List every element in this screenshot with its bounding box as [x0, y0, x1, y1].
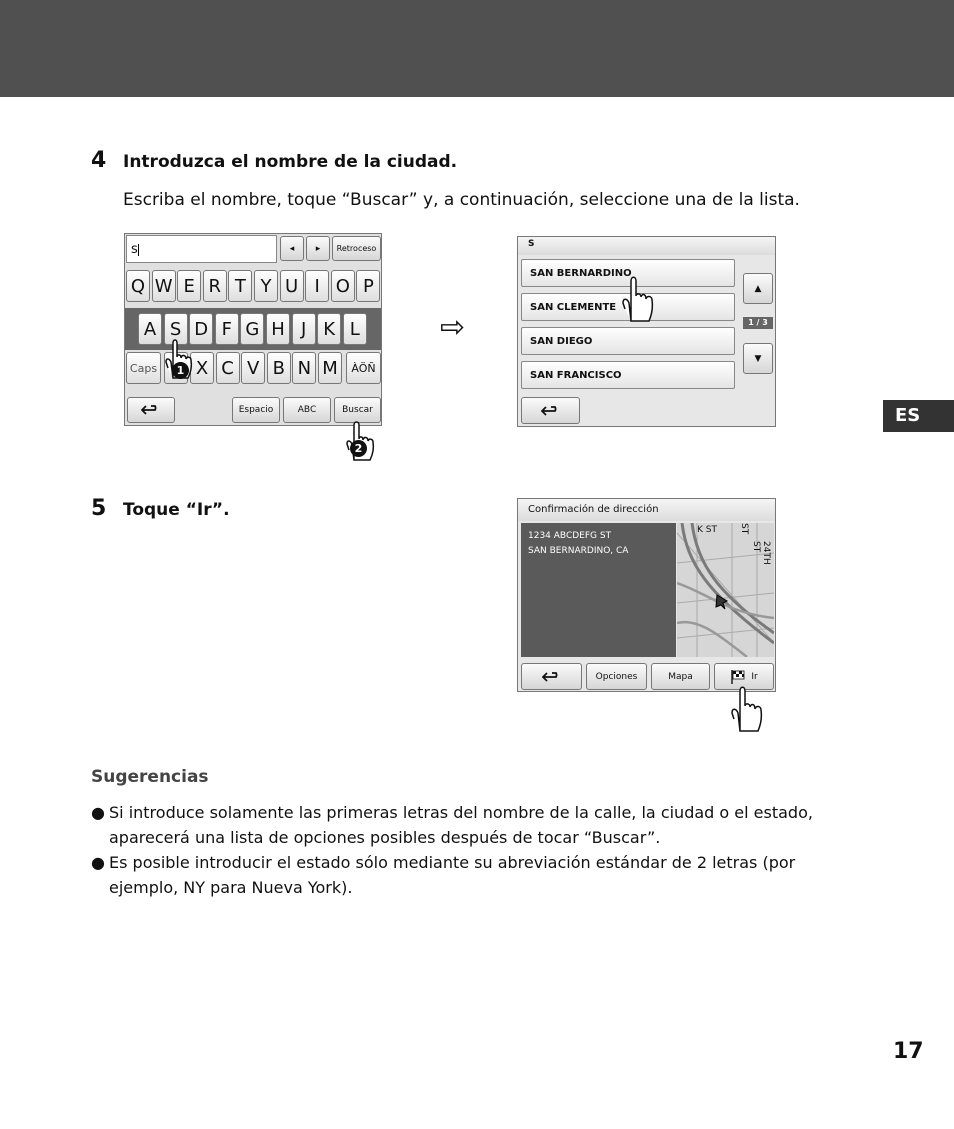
keyboard-key[interactable]: R [203, 270, 227, 302]
keyboard-key[interactable]: B [267, 352, 291, 384]
keyboard-key[interactable]: W [152, 270, 176, 302]
tip-item [91, 800, 861, 850]
right-arrow-icon: ▸ [315, 243, 321, 254]
space-button[interactable] [232, 397, 280, 423]
left-arrow-icon: ◂ [289, 243, 295, 254]
map-preview[interactable] [677, 523, 774, 657]
keyboard-key[interactable]: C [216, 352, 240, 384]
abc-label: ABC [297, 405, 317, 415]
tips-title: Sugerencias [91, 767, 209, 787]
keyboard-key[interactable]: O [331, 270, 355, 302]
map-pin-icon [713, 593, 733, 611]
return-arrow-icon [542, 671, 562, 683]
keyboard-key[interactable]: J [292, 313, 316, 345]
list-item[interactable]: SAN DIEGO [521, 327, 735, 355]
tip-line: Es posible introducir el estado sólo mediante su abreviación estándar de 2 letras (por [109, 853, 796, 872]
keyboard-key[interactable]: P [356, 270, 380, 302]
back-button[interactable] [521, 397, 580, 424]
step-4-title: Introduzca el nombre de la ciudad. [123, 152, 458, 172]
hand-pointer-icon [621, 275, 655, 323]
options-button[interactable] [586, 663, 647, 690]
up-arrow-icon: ▲ [754, 283, 762, 294]
city-input-value: s [131, 242, 138, 257]
keyboard-key[interactable]: Y [254, 270, 278, 302]
step-4-number: 4 [91, 148, 107, 173]
return-arrow-icon [541, 405, 561, 417]
keyboard-key[interactable]: I [305, 270, 329, 302]
hand-pointer-icon [730, 685, 764, 733]
tip-item [91, 850, 861, 900]
bullet-icon: ● [91, 803, 105, 822]
keyboard-key[interactable]: S [164, 313, 188, 345]
keyboard-key[interactable]: T [228, 270, 252, 302]
options-label: Opciones [595, 671, 638, 682]
map-label: Mapa [668, 671, 693, 682]
keyboard-key[interactable]: G [240, 313, 264, 345]
address-line-1: 1234 ABCDEFG ST [528, 531, 612, 541]
step-4-description: Escriba el nombre, toque “Buscar” y, a continuación, seleccione una de la lista. [123, 190, 800, 210]
tip-line: aparecerá una lista de opciones posibles después de tocar “Buscar”. [109, 828, 661, 847]
keyboard-key[interactable]: K [317, 313, 341, 345]
search-label: Buscar [342, 405, 373, 415]
bullet-icon: ● [91, 853, 105, 872]
keyboard-key[interactable]: U [280, 270, 304, 302]
return-arrow-icon [141, 404, 161, 416]
city-list-screen [517, 236, 776, 427]
keyboard-key[interactable]: A [138, 313, 162, 345]
map-button[interactable] [651, 663, 710, 690]
city-input[interactable] [126, 235, 277, 263]
tip-line: Si introduce solamente las primeras letras del nombre de la calle, la ciudad o el estado, [109, 803, 813, 822]
callout-2-badge: 2 [350, 440, 367, 457]
next-arrow-icon: ⇨ [440, 310, 466, 345]
text-cursor [138, 244, 139, 256]
list-item[interactable]: SAN BERNARDINO [521, 259, 735, 287]
keyboard-key[interactable]: X [190, 352, 214, 384]
map-street-label: ST [739, 523, 749, 535]
address-panel [521, 523, 676, 657]
keyboard-key[interactable]: Q [126, 270, 150, 302]
page-indicator: 1 / 3 [743, 317, 773, 329]
scroll-down-button[interactable] [743, 343, 773, 374]
keyboard-key[interactable]: D [189, 313, 213, 345]
keyboard-key[interactable]: E [177, 270, 201, 302]
map-street-label: 24TH ST [751, 541, 771, 565]
address-header: Confirmación de dirección [518, 499, 776, 521]
header-band [0, 0, 954, 97]
step-5-number: 5 [91, 496, 107, 521]
map-street-label: K ST [697, 525, 717, 535]
scroll-up-button[interactable] [743, 273, 773, 304]
language-tab: ES [883, 400, 954, 432]
accent-key[interactable]: ÀÖÑ [346, 352, 381, 384]
address-confirmation-screen [517, 498, 776, 692]
cursor-left-button[interactable] [280, 236, 304, 261]
abc-button[interactable] [283, 397, 331, 423]
keyboard-key[interactable]: M [318, 352, 342, 384]
tip-line: ejemplo, NY para Nueva York). [109, 878, 353, 897]
keyboard-key[interactable]: N [292, 352, 316, 384]
list-item[interactable]: SAN FRANCISCO [521, 361, 735, 389]
back-button[interactable] [127, 397, 175, 423]
page-number: 17 [893, 1039, 924, 1064]
keyboard-key[interactable]: H [266, 313, 290, 345]
keyboard-screen [124, 233, 382, 426]
backspace-button[interactable] [332, 236, 381, 261]
list-header: S [518, 237, 776, 255]
back-button[interactable] [521, 663, 582, 690]
space-label: Espacio [238, 405, 274, 415]
cursor-right-button[interactable] [306, 236, 330, 261]
go-label: Ir [751, 671, 758, 682]
step-5-title: Toque “Ir”. [123, 500, 230, 520]
caps-key[interactable]: Caps [126, 352, 161, 384]
keyboard-key[interactable]: F [215, 313, 239, 345]
list-item[interactable]: SAN CLEMENTE [521, 293, 735, 321]
callout-1-badge: 1 [172, 362, 189, 379]
address-line-2: SAN BERNARDINO, CA [528, 546, 629, 556]
keyboard-key[interactable]: V [241, 352, 265, 384]
checkered-flag-icon [730, 669, 746, 685]
down-arrow-icon: ▼ [754, 353, 762, 364]
backspace-label: Retroceso [336, 244, 377, 253]
keyboard-key[interactable]: L [343, 313, 367, 345]
